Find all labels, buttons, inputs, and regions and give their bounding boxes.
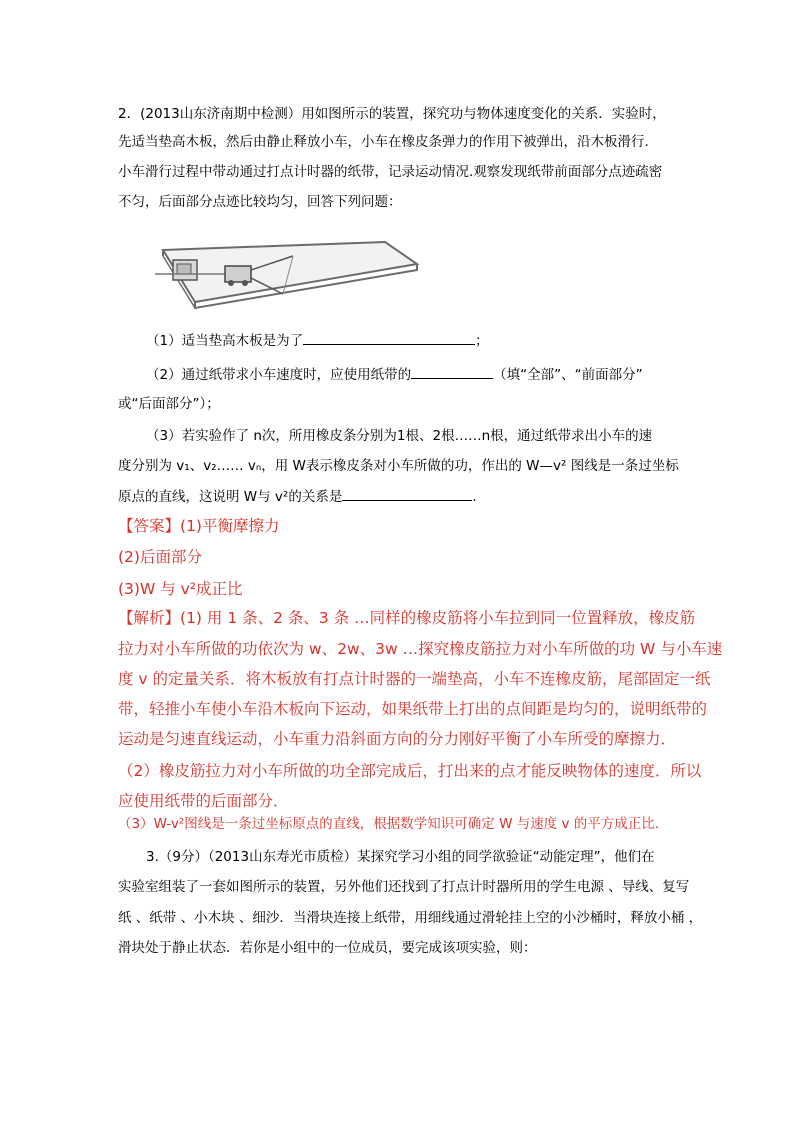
analysis-text-1: (1) 用 1 条、2 条、3 条 …同样的橡皮筋将小车拉到同一位置释放，橡皮筋 [180,609,696,627]
q2-sub3-line-3 [118,486,477,507]
analysis-line-1 [118,607,695,629]
answer-2: (2)后面部分 [118,548,202,566]
q3-line-1: 3.（9分）（2013山东寿光市质检）某探究学习小组的同学欲验证“动能定理”，他们在 [146,849,655,865]
q2-sub2-line-2: 或“后面部分”）； [118,396,220,412]
q2-sub3-line-1: （3）若实验作了 n次，所用橡皮条分别为1根、2根……n根，通过纸带求出小车的速 [146,428,653,444]
q2-sub3-suffix: . [472,489,477,505]
q2-sub1 [146,330,489,351]
q2-stem-line-2: 先适当垫高木板，然后由静止释放小车，小车在橡皮条弹力的作用下被弹出，沿木板滑行. [118,134,649,150]
q2-sub2-blank[interactable] [411,364,493,379]
answer-3: (3)W 与 v²成正比 [118,580,243,598]
analysis-line-2: 拉力对小车所做的功依次为 w、2w、3w …探究橡皮筋拉力对小车所做的功 W 与小车速 [118,640,723,658]
analysis-line-8: （3）W-v²图线是一条过坐标原点的直线，根据数学知识可确定 W 与速度 v 的平方成正比． [118,816,669,832]
answer-1: (1)平衡摩擦力 [180,517,280,535]
q2-sub1-blank[interactable] [303,330,475,345]
analysis-line-5: 运动是匀速直线运动，小车重力沿斜面方向的分力刚好平衡了小车所受的摩擦力． [118,730,677,748]
q2-stem-line-4: 不匀，后面部分点迹比较均匀，回答下列问题： [118,194,402,210]
q2-sub3-line-2: 度分别为 v₁、v₂…… vₙ，用 W表示橡皮条对小车所做的功，作出的 W—v² 图线是一条过坐标 [118,458,679,474]
answer-label: 【答案】 [118,517,181,535]
q2-sub3-blank[interactable] [342,486,472,501]
analysis-line-7: 应使用纸带的后面部分． [118,792,289,810]
q2-sub2-suffix: （填“全部”、“前面部分” [493,367,643,383]
q2-sub2-text: （2）通过纸带求小车速度时，应使用纸带的 [146,367,412,383]
analysis-line-6: （2）橡皮筋拉力对小车所做的功全部完成后，打出来的点才能反映物体的速度．所以 [118,762,702,780]
q2-sub3-text: 原点的直线，这说明 W与 v²的关系是 [118,489,343,505]
q2-sub1-suffix: ； [475,333,489,349]
q3-line-4: 滑块处于静止状态．若你是小组中的一位成员，要完成该项实验，则： [118,940,537,956]
q2-sub2 [146,364,643,385]
answer-line-1 [118,515,279,537]
q2-stem-line-1: 2．(2013山东济南期中检测）用如图所示的装置，探究功与物体速度变化的关系．实验时， [118,106,666,122]
q2-stem-line-3: 小车滑行过程中带动通过打点计时器的纸带，记录运动情况.观察发现纸带前面部分点迹疏密 [118,164,663,180]
analysis-line-3: 度 v 的定量关系．将木板放有打点计时器的一端垫高，小车不连橡皮筋，尾部固定一纸 [118,670,711,688]
apparatus-figure [155,230,420,315]
analysis-label: 【解析】 [118,609,181,627]
q2-sub1-text: （1）适当垫高木板是为了 [146,333,304,349]
analysis-line-4: 带，轻推小车使小车沿木板向下运动，如果纸带上打出的点间距是均匀的，说明纸带的 [118,700,708,718]
q3-line-3: 纸 、纸带 、小木块 、细沙．当滑块连接上纸带，用细线通过滑轮挂上空的小沙桶时，释放小桶 ， [118,910,703,926]
q3-line-2: 实验室组装了一套如图所示的装置，另外他们还找到了打点计时器所用的学生电源 、导线、复写 [118,879,690,895]
